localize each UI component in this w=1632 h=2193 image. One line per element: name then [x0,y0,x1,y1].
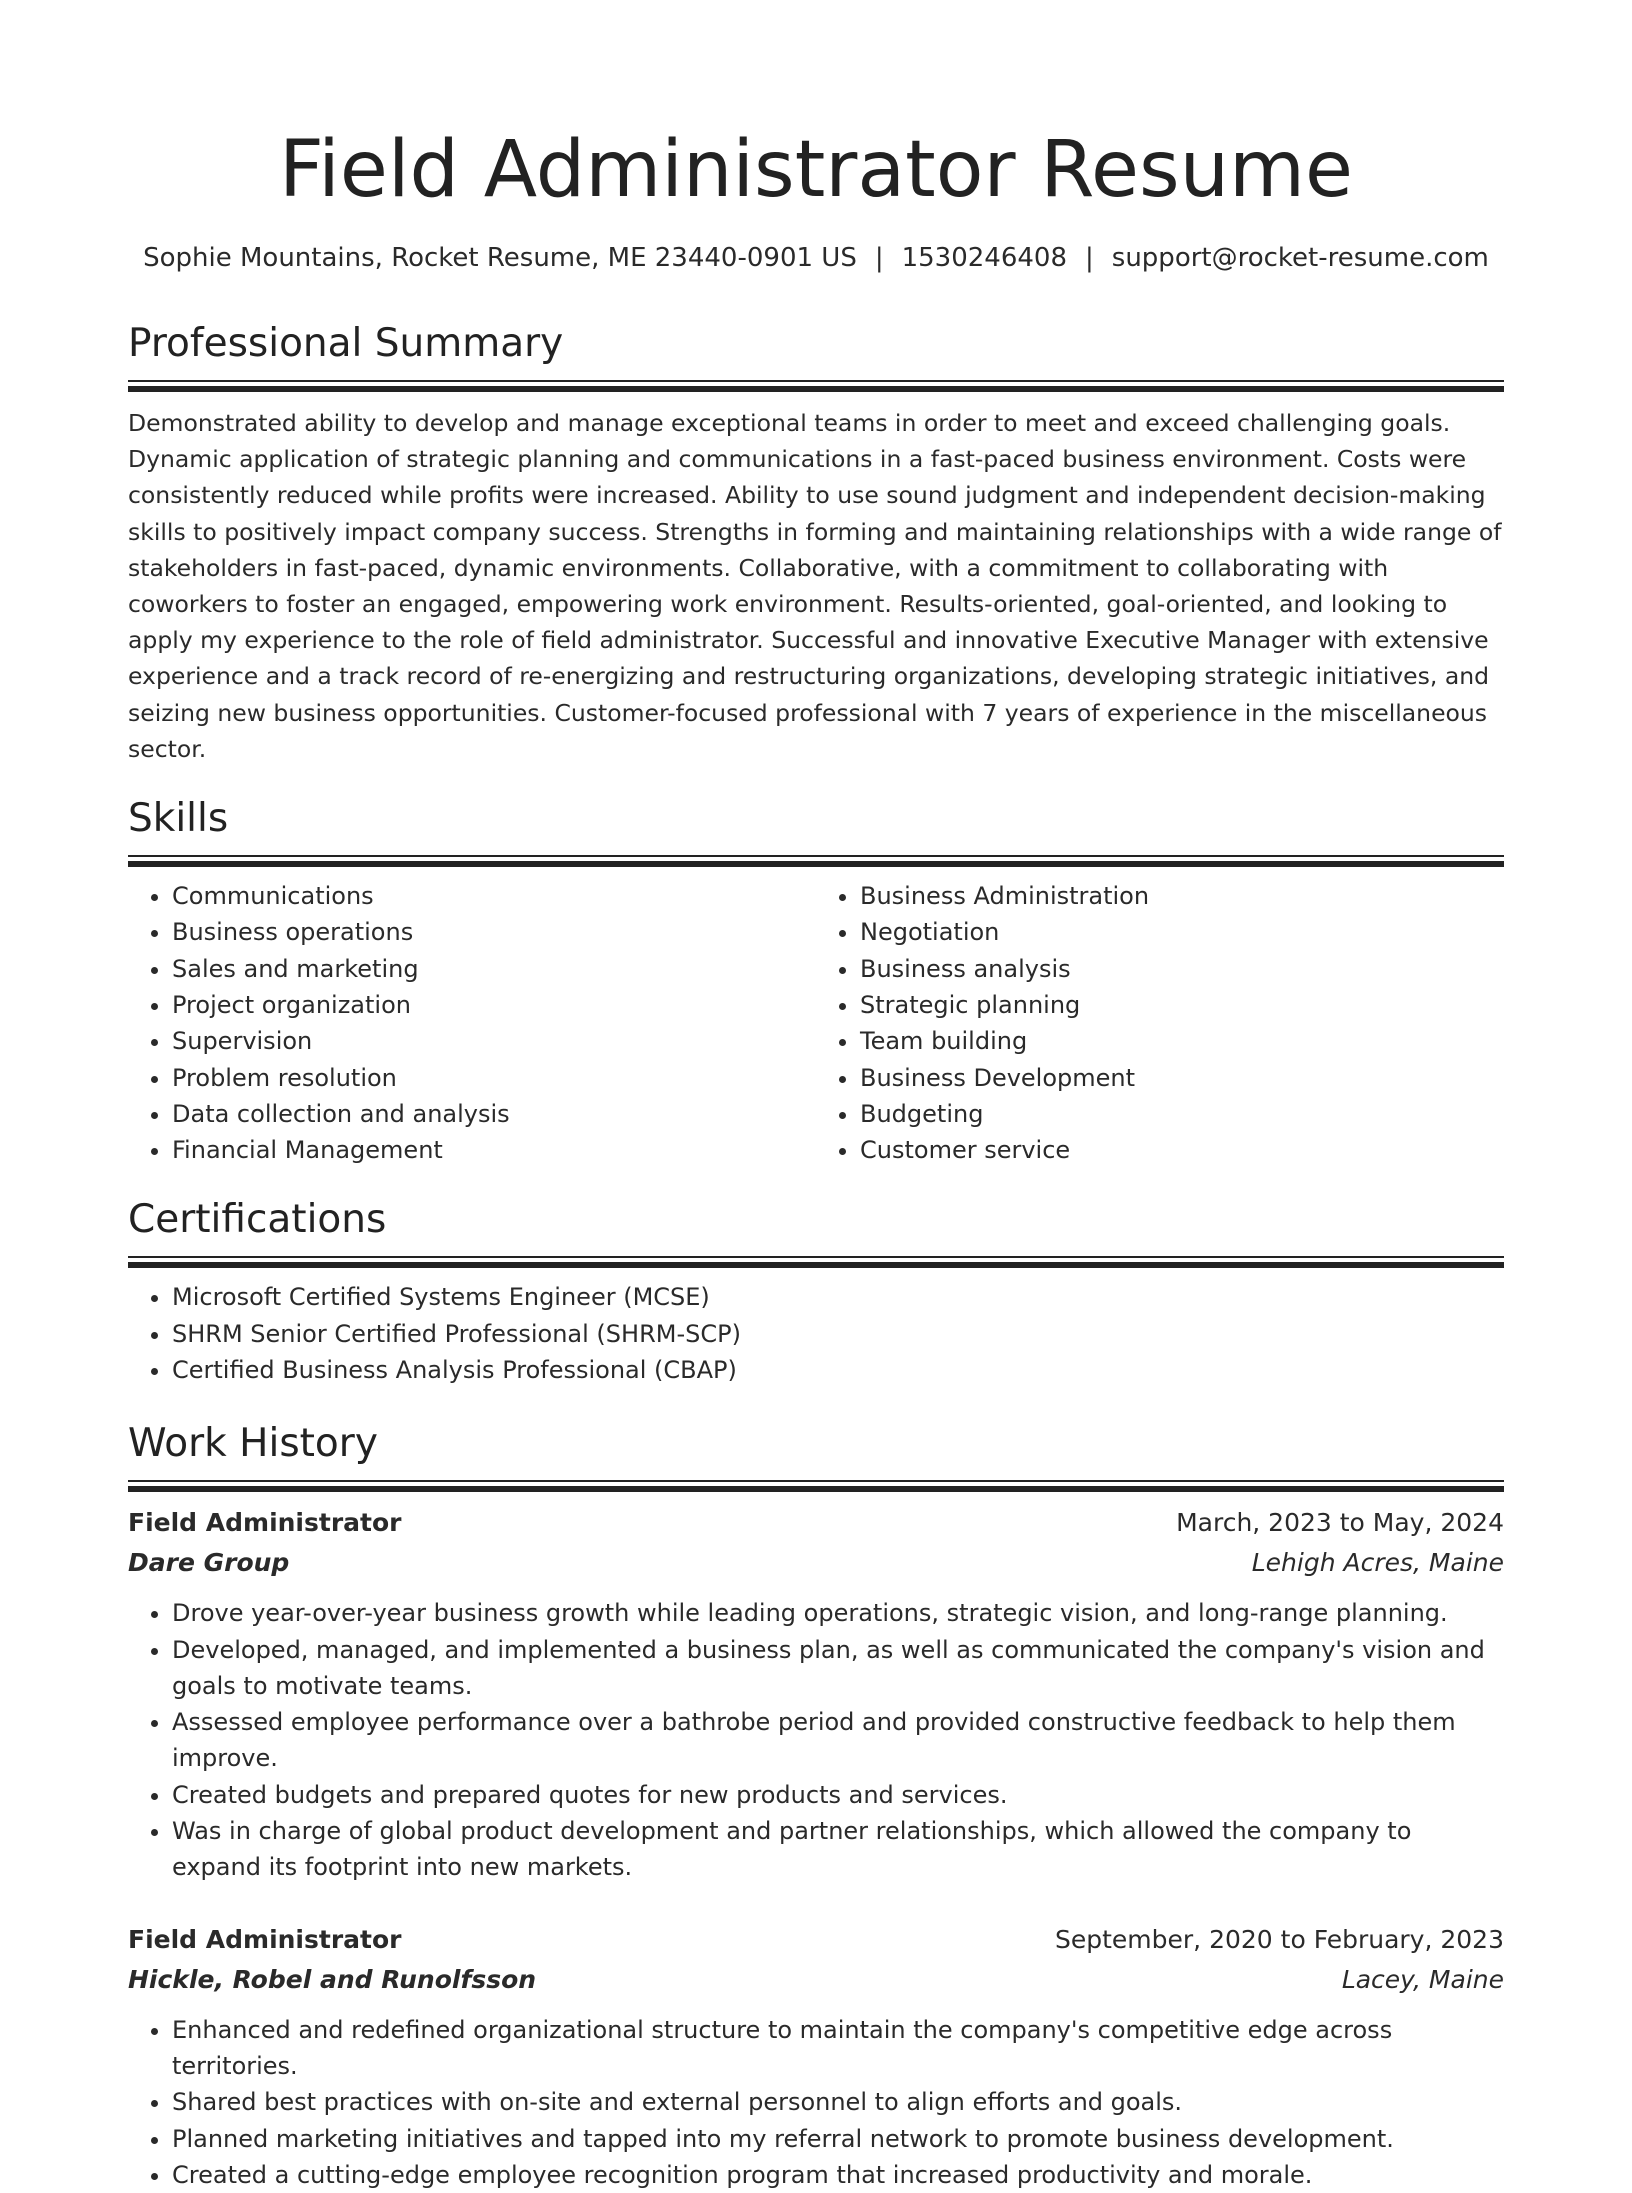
skill-item: • Negotiation [860,914,1504,950]
job-company-row [128,1543,1504,1583]
job-dates: March, 2023 to May, 2024 [1176,1508,1504,1538]
job-location: Lehigh Acres, Maine [1251,1548,1504,1578]
section-divider [128,380,1504,391]
job-bullet: • Drove year-over-year business growth while leading operations, strategic vision, and long-range planning. [172,1595,1504,1631]
skills-list-right [816,878,1504,1168]
skill-item: • Data collection and analysis [172,1096,816,1132]
skill-item: • Strategic planning [860,987,1504,1023]
job-company-row [128,1960,1504,2000]
section-divider [128,1480,1504,1491]
skill-item: • Team building [860,1023,1504,1059]
job-bullet: • Created a cutting-edge employee recognition program that increased productivity and morale. [172,2157,1504,2193]
section-heading-summary: Professional Summary [128,321,564,366]
certification-item: • Certified Business Analysis Professional (CBAP) [172,1352,1504,1388]
skill-item: • Business Administration [860,878,1504,914]
section-skills [128,793,1504,1168]
contact-email: support@rocket-resume.com [1111,243,1489,273]
contact-separator: | [1085,243,1094,273]
job-bullets [128,1595,1504,1885]
job-company: Hickle, Robel and Runolfsson [128,1964,537,1994]
contact-address: Sophie Mountains, Rocket Resume, ME 23440-0901 US [143,243,857,273]
summary-text: Demonstrated ability to develop and manage exceptional teams in order to meet and exceed challenging goals. Dynamic application of strategic planning and communications in a fast-paced business environment. Costs were consistently reduced while profits were increased. Ability to use sound judgment and independent decision-making skills to positively impact company success. Strengths in forming and maintaining relationships with a wide range of stakeholders in fast-paced, dynamic environments. Collaborative, with a commitment to collaborating with coworkers to foster an engaged, empowering work environment. Results-oriented, goal-oriented, and looking to apply my experience to the role of field administrator. Successful and innovative Executive Manager with extensive experience and a track record of re-energizing and restructuring organizations, developing strategic initiatives, and seizing new business opportunities. Customer-focused professional with 7 years of experience in the miscellaneous sector. [128,409,1502,763]
job-title: Field Administrator [128,1924,402,1954]
job-bullets [128,2012,1504,2193]
job-bullet: • Developed, managed, and implemented a business plan, as well as communicated the company's vision and goals to motivate teams. [172,1632,1504,1705]
job-bullet: • Shared best practices with on-site and external personnel to align efforts and goals. [172,2084,1504,2120]
certification-item: • SHRM Senior Certified Professional (SHRM-SCP) [172,1316,1504,1352]
job-title: Field Administrator [128,1508,402,1538]
contact-line [128,240,1504,276]
skills-columns [128,878,1504,1168]
section-summary [128,318,1504,767]
skills-list-left [128,878,816,1168]
job-bullet: • Was in charge of global product development and partner relationships, which allowed the company to expand its footprint into new markets. [172,1813,1504,1886]
skill-item: • Business Development [860,1060,1504,1096]
skill-item: • Budgeting [860,1096,1504,1132]
contact-separator: | [874,243,884,273]
job-company: Dare Group [128,1548,290,1578]
job-bullet: • Planned marketing initiatives and tapped into my referral network to promote business development. [172,2121,1504,2157]
job-entry [128,1503,1504,1885]
job-header-row [128,1920,1504,1960]
resume-title: Field Administrator Resume [278,125,1354,215]
skill-item: • Sales and marketing [172,951,816,987]
skill-item: • Business operations [172,914,816,950]
job-bullet: • Assessed employee performance over a bathrobe period and provided constructive feedback to help them improve. [172,1704,1504,1777]
contact-phone: 1530246408 [901,243,1068,273]
certification-item: • Microsoft Certified Systems Engineer (MCSE) [172,1279,1504,1315]
section-heading-skills: Skills [128,796,229,842]
skill-item: • Supervision [172,1023,816,1059]
skill-item: • Business analysis [860,951,1504,987]
section-heading-work-history: Work History [128,1421,378,1467]
skill-item: • Customer service [860,1132,1504,1168]
job-location: Lacey, Maine [1341,1964,1504,1994]
job-header-row [128,1503,1504,1543]
section-divider [128,855,1504,866]
skill-item: • Financial Management [172,1132,816,1168]
job-dates: September, 2020 to February, 2023 [1055,1924,1504,1954]
section-heading-certifications: Certifications [128,1197,387,1243]
job-entry [128,1920,1504,2193]
section-divider [128,1256,1504,1267]
job-bullet: • Enhanced and redefined organizational structure to maintain the company's competitive edge across territories. [172,2012,1504,2085]
skill-item: • Project organization [172,987,816,1023]
skill-item: • Communications [172,878,816,914]
certifications-list [128,1279,1504,1388]
skill-item: • Problem resolution [172,1060,816,1096]
section-work-history [128,1418,1504,2193]
section-certifications [128,1194,1504,1388]
job-bullet: • Created budgets and prepared quotes for new products and services. [172,1777,1504,1813]
